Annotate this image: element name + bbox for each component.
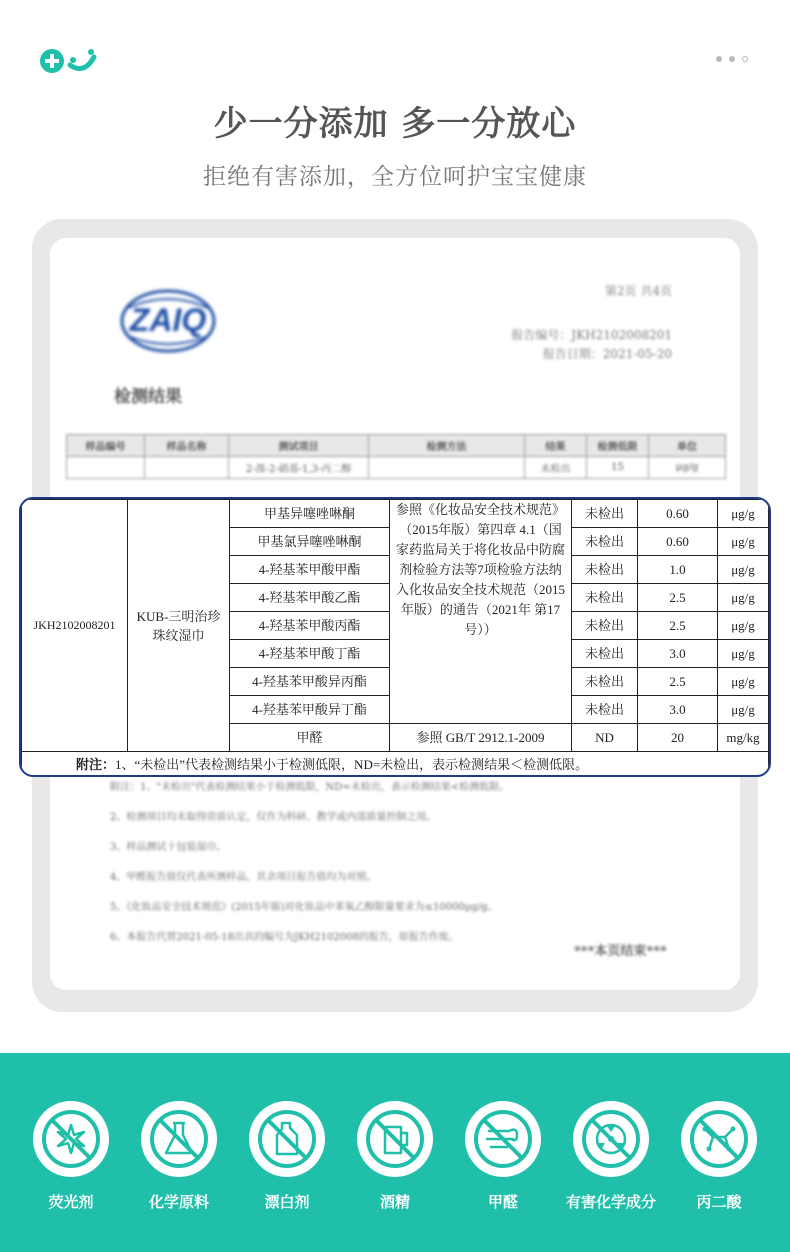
unit: μg/g [718,668,769,696]
unit: μg/g [718,556,769,584]
test-item: 甲醛 [230,724,390,752]
unit: mg/kg [718,724,769,752]
page-info: 第2页 共4页 [604,284,672,298]
detection-limit: 3.0 [638,640,718,668]
feature-label: 甲醛 [487,1193,518,1211]
feature-harmful-chemical [561,1101,661,1212]
result: 未检出 [572,612,638,640]
detection-limit: 0.60 [638,528,718,556]
table-cell [145,457,229,479]
detection-limit: 2.5 [638,612,718,640]
page-headline: 少一分添加 多一分放心 [213,104,577,144]
no-additives-banner [0,1053,790,1252]
table-footnote [22,752,769,778]
footnote-text: 1、“未检出”代表检测结果小于检测低限，ND=未检出，表示检测结果＜检测低限。 [115,757,589,772]
result: 未检出 [572,556,638,584]
header-cell: 样品编号 [67,435,145,457]
no-propanediol-icon [681,1101,757,1177]
page-end-marker: ***本页结束*** [574,944,667,959]
header-cell: 检测低限 [587,435,649,457]
result: 未检出 [572,584,638,612]
test-item: 甲基异噻唑啉酮 [230,500,390,528]
note-line: 4、甲醛报告值仅代表所测样品，其余项目报告值均为对照。 [110,872,377,883]
note-line: 附注：1、"未检出"代表检测结果小于检测低限，ND=未检出，表示检测结果<检测低限。 [110,782,510,793]
result: 未检出 [572,696,638,724]
result: 未检出 [572,500,638,528]
report-date: 报告日期：2021-05-20 [542,347,672,361]
no-alcohol-icon [357,1101,433,1177]
note-line: 3、样品测试十包装湿巾。 [110,842,227,853]
test-item: 4-羟基苯甲酸甲酯 [230,556,390,584]
detection-limit: 0.60 [638,500,718,528]
test-item: 甲基氯异噻唑啉酮 [230,528,390,556]
header-cell: 单位 [649,435,726,457]
feature-label: 有害化学成分 [565,1193,656,1211]
result: 未检出 [572,528,638,556]
no-bleach-icon [249,1101,325,1177]
feature-label: 丙二酸 [696,1193,742,1211]
feature-chemical [129,1101,229,1212]
test-item: 4-羟基苯甲酸异丙酯 [230,668,390,696]
result: ND [572,724,638,752]
feature-formaldehyde [453,1101,553,1212]
detection-limit: 1.0 [638,556,718,584]
header-cell: 检测方法 [369,435,525,457]
header-cell: 样品名称 [145,435,229,457]
test-item: 4-羟基苯甲酸乙酯 [230,584,390,612]
feature-label: 漂白剂 [264,1193,310,1211]
table-cell: 未检出 [525,457,587,479]
feature-bleach [237,1101,337,1212]
feature-alcohol [345,1101,445,1212]
unit: μg/g [718,696,769,724]
detection-limit: 3.0 [638,696,718,724]
test-item: 4-羟基苯甲酸丁酯 [230,640,390,668]
no-harmful-chemical-icon [573,1101,649,1177]
report-number: 报告编号：JKH2102008201 [511,328,672,342]
detection-limit: 2.5 [638,584,718,612]
detection-limit: 20 [638,724,718,752]
note-line: 5、《化妆品安全技术规范》(2015年版)对化妆品中苯氧乙醇限量要求为≤10000μg/g。 [110,902,498,913]
feature-label: 酒精 [379,1193,410,1211]
no-fluorescent-icon [33,1101,109,1177]
unit: μg/g [718,640,769,668]
result: 未检出 [572,640,638,668]
feature-label: 荧光剂 [48,1193,94,1211]
page-subline: 拒绝有害添加，全方位呵护宝宝健康 [203,164,587,190]
test-item: 4-羟基苯甲酸异丁酯 [230,696,390,724]
note-line: 6、本报告代替2021-05-18出具的编号为JKH2102008的报告，原报告作废。 [110,932,459,943]
detection-limit: 2.5 [638,668,718,696]
feature-propanediol [669,1101,769,1212]
no-chemical-flask-icon [141,1101,217,1177]
unit: μg/g [718,500,769,528]
test-method: 参照 GB/T 2912.1-2009 [390,724,572,752]
table-cell: 15 [587,457,649,479]
unit: μg/g [718,584,769,612]
result: 未检出 [572,668,638,696]
table-cell [67,457,145,479]
footnote-label: 附注： [76,757,116,772]
header-cell: 测试项目 [229,435,369,457]
sample-id: JKH2102008201 [22,500,128,752]
more-options-icon[interactable] [716,56,748,62]
table-cell: 2-溴-2-硝基-1,3-丙二醇 [229,457,369,479]
highlighted-results-table [19,497,771,777]
unit: μg/g [718,528,769,556]
no-formaldehyde-icon [465,1101,541,1177]
background-results-table [66,434,726,479]
report-notes [110,778,710,958]
test-method: 参照《化妆品安全技术规范》（2015年版）第四章 4.1（国家药监局关于将化妆品中防腐剂检验方法等7项检验方法纳入化妆品安全技术规范（2015年版）的通告（2021年 第17号）） [390,500,572,724]
feature-fluorescent [21,1101,121,1212]
logo-text: ZAIQ [129,302,207,338]
brand-logo-icon [40,47,102,75]
test-item: 4-羟基苯甲酸丙酯 [230,612,390,640]
feature-label: 化学原料 [148,1193,209,1211]
unit: μg/g [718,612,769,640]
sample-name: KUB-三明治珍珠纹湿巾 [128,500,230,752]
header-cell: 结果 [525,435,587,457]
zaiq-logo-icon [102,286,234,356]
note-line: 2、检测项目均未取得资质认定，仅作为科研、教学或内部质量控制之用。 [110,812,437,823]
table-cell: μg/g [649,457,726,479]
section-title: 检测结果 [114,387,182,407]
table-cell [369,457,525,479]
